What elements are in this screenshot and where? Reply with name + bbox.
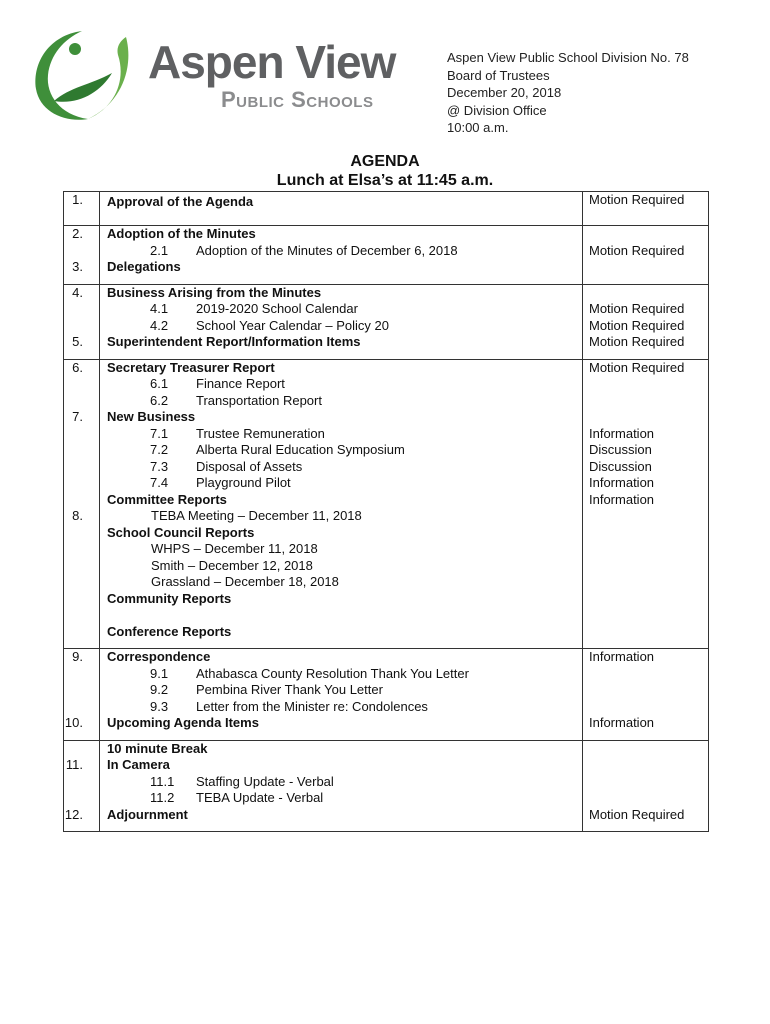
item-title: Secretary Treasurer Report [107, 359, 275, 375]
sub-item-code: 9.2 [150, 682, 169, 697]
item-number: 2. [72, 226, 83, 241]
sub-item-text: Disposal of Assets [196, 458, 303, 474]
meeting-info [447, 49, 689, 137]
item-status: Information [589, 715, 655, 730]
item-status: Motion Required [589, 806, 685, 822]
item-title: Correspondence [107, 649, 211, 664]
item-status: Information [589, 491, 655, 507]
division-name: Aspen View Public School Division No. 78 [447, 50, 689, 65]
school-report-line: Grassland – December 18, 2018 [151, 574, 339, 589]
item-number: 12. [64, 806, 83, 822]
item-status: Motion Required [589, 359, 685, 375]
logo-subtitle: Public Schools [221, 87, 374, 112]
sub-item-code: 11.1 [150, 773, 175, 789]
item-title: Upcoming Agenda Items [107, 715, 259, 730]
sub-item-code: 7.3 [150, 458, 169, 474]
item-number: 11. [65, 757, 83, 772]
table-row [64, 192, 709, 226]
item-title: Business Arising from the Minutes [107, 284, 322, 300]
sub-item-code: 2.1 [150, 242, 169, 258]
item-number: 10. [64, 715, 83, 730]
meeting-location: @ Division Office [447, 102, 547, 118]
sub-item-text: Trustee Remuneration [196, 425, 325, 441]
item-title: Superintendent Report/Information Items [107, 334, 361, 349]
sub-item-code: 9.3 [150, 698, 169, 714]
item-title: Adoption of the Minutes [107, 226, 256, 241]
item-title: Committee Reports [107, 491, 227, 507]
sub-item-text: School Year Calendar – Policy 20 [196, 317, 389, 333]
item-number: 3. [72, 259, 83, 274]
item-status: Motion Required [589, 192, 685, 207]
item-status: Information [589, 475, 655, 490]
sub-item-text: TEBA Update - Verbal [196, 790, 324, 805]
item-number: 1. [72, 192, 83, 207]
sub-item-code: 4.2 [150, 317, 169, 333]
section-heading: Community Reports [107, 590, 232, 606]
sub-item-code: 7.1 [150, 425, 169, 441]
sub-item-text: Staffing Update - Verbal [196, 773, 334, 789]
sub-item-text: 2019-2020 School Calendar [196, 301, 358, 316]
table-row [64, 649, 709, 741]
section-heading: School Council Reports [107, 524, 255, 540]
sub-item-text: Pembina River Thank You Letter [196, 682, 383, 697]
item-status: Motion Required [589, 242, 685, 258]
sub-item-code: 7.4 [150, 475, 169, 490]
item-status: Information [589, 425, 655, 441]
item-number: 5. [72, 334, 83, 349]
logo-name: Aspen View [148, 36, 396, 88]
item-title: Approval of the Agenda [107, 194, 254, 209]
page-title: AGENDA [350, 153, 420, 170]
school-report-line: WHPS – December 11, 2018 [151, 541, 318, 556]
item-number: 8. [72, 508, 83, 523]
item-status: Discussion [589, 458, 652, 474]
break-label: 10 minute Break [107, 740, 208, 756]
item-title: New Business [107, 409, 196, 424]
item-title: Adjournment [107, 806, 188, 822]
sub-item-text: Transportation Report [196, 392, 322, 408]
item-title: In Camera [107, 757, 170, 772]
agenda-heading [0, 152, 770, 190]
item-status: Motion Required [589, 317, 685, 333]
section-heading: Conference Reports [107, 623, 232, 639]
sub-item-code: 11.2 [150, 790, 175, 805]
sub-item-text: Finance Report [196, 376, 285, 391]
table-row [64, 359, 709, 649]
meeting-time: 10:00 a.m. [447, 120, 509, 135]
item-number: 7. [72, 409, 83, 424]
sub-item-text: Athabasca County Resolution Thank You Letter [196, 665, 469, 681]
item-status: Motion Required [589, 301, 685, 316]
table-row [64, 284, 709, 359]
item-number: 4. [72, 284, 83, 300]
sub-item-text: Playground Pilot [196, 475, 291, 490]
item-status: Motion Required [589, 334, 685, 349]
sub-item-code: 7.2 [150, 442, 169, 457]
sub-item-code: 6.2 [150, 392, 169, 408]
table-row [64, 226, 709, 285]
item-number: 6. [72, 359, 83, 375]
sub-item-text: Letter from the Minister re: Condolences [196, 698, 428, 714]
board-name: Board of Trustees [447, 67, 550, 83]
agenda-table [63, 191, 709, 832]
lunch-note: Lunch at Elsa’s at 11:45 a.m. [276, 172, 494, 189]
sub-item-text: Adoption of the Minutes of December 6, 2018 [196, 242, 458, 258]
item-number: 9. [72, 649, 83, 664]
aspen-view-logo [30, 27, 410, 127]
school-report-line: Smith – December 12, 2018 [151, 557, 313, 573]
sub-item-code: 4.1 [150, 301, 169, 316]
meeting-date: December 20, 2018 [447, 85, 562, 100]
committee-report-line: TEBA Meeting – December 11, 2018 [151, 508, 362, 523]
item-status: Discussion [589, 442, 652, 457]
item-title: Delegations [107, 259, 181, 274]
sub-item-code: 6.1 [150, 376, 169, 391]
item-status: Information [589, 649, 655, 664]
sub-item-code: 9.1 [150, 665, 169, 681]
sub-item-text: Alberta Rural Education Symposium [196, 442, 405, 457]
aspen-leaf-icon [30, 27, 140, 127]
table-row [64, 740, 709, 832]
